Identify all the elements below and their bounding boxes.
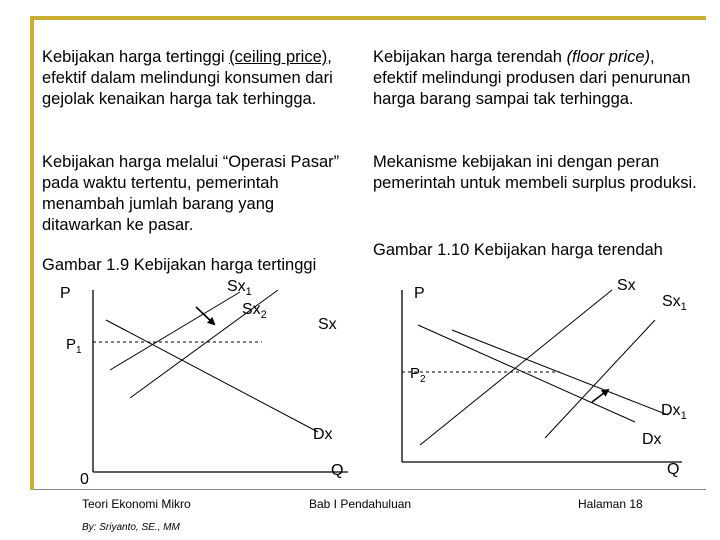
left-sx2-label: $Sx_2$ xyxy=(242,301,267,321)
right-sx-label: Sx xyxy=(617,277,636,294)
footer-course-title: Teori Ekonomi Mikro xyxy=(82,497,191,511)
left-sx1-label: $Sx_1$ xyxy=(227,278,252,298)
figure-1-10-caption: Gambar 1.10 Kebijakan harga terendah xyxy=(373,241,663,259)
floor-rest-text: , efektif melindungi produsen dari penurunan harga barang sampai tak terhingga. xyxy=(373,48,691,108)
demand-curve-dx xyxy=(106,320,318,432)
footer-divider xyxy=(34,489,706,490)
right-dx-label: Dx xyxy=(642,431,662,448)
figure-1-9-caption: Gambar 1.9 Kebijakan harga tertinggi xyxy=(42,256,317,274)
floor-price-graph xyxy=(402,277,687,478)
floor-lead-text: Kebijakan harga terendah xyxy=(373,48,567,66)
left-sx-label: Sx xyxy=(318,316,337,333)
footer-page-number: Halaman 18 xyxy=(578,497,643,511)
demand-curve-dx-right xyxy=(418,325,635,422)
right-dx1-label: $Dx_1$ xyxy=(661,402,687,422)
left-x-axis-label: Q xyxy=(331,462,344,479)
left-origin-label: 0 xyxy=(80,471,89,488)
right-x-axis-label: Q xyxy=(667,461,680,478)
right-price-label: $P_2$ xyxy=(410,365,426,385)
right-sx1-label: $Sx_1$ xyxy=(662,293,687,313)
floor-term-text: (floor price) xyxy=(566,48,650,66)
ceiling-rest-text: , efektif dalam melindungi konsumen dari gejolak kenaikan harga tak terhingga. xyxy=(42,48,333,108)
ceiling-lead-text: Kebijakan harga tertinggi xyxy=(42,48,230,66)
left-price-label: $P_1$ xyxy=(66,336,82,356)
ceiling-term-text: (ceiling price) xyxy=(229,48,328,66)
surplus-purchase-paragraph: Mekanisme kebijakan ini dengan peran pemerintah untuk membeli surplus produksi. xyxy=(373,153,697,192)
footer-chapter-title: Bab I Pendahuluan xyxy=(309,497,412,511)
left-dx-label: Dx xyxy=(313,426,333,443)
right-y-axis-label: P xyxy=(414,285,425,302)
ceiling-price-graph xyxy=(60,278,348,488)
market-operation-paragraph: Kebijakan harga melalui “Operasi Pasar” pada waktu tertentu, pemerintah menambah jumlah barang yang ditawarkan ke pasar. xyxy=(42,153,340,234)
supply-curve-sx1 xyxy=(110,292,240,370)
supply-curve-sx-right xyxy=(420,290,612,445)
supply-curve-sx1-right xyxy=(545,320,655,438)
demand-shift-arrow xyxy=(592,390,608,402)
left-y-axis-label: P xyxy=(60,285,71,302)
demand-curve-dx1-right xyxy=(452,330,668,415)
footer-author-credit: By: Sriyanto, SE., MM xyxy=(82,522,180,533)
